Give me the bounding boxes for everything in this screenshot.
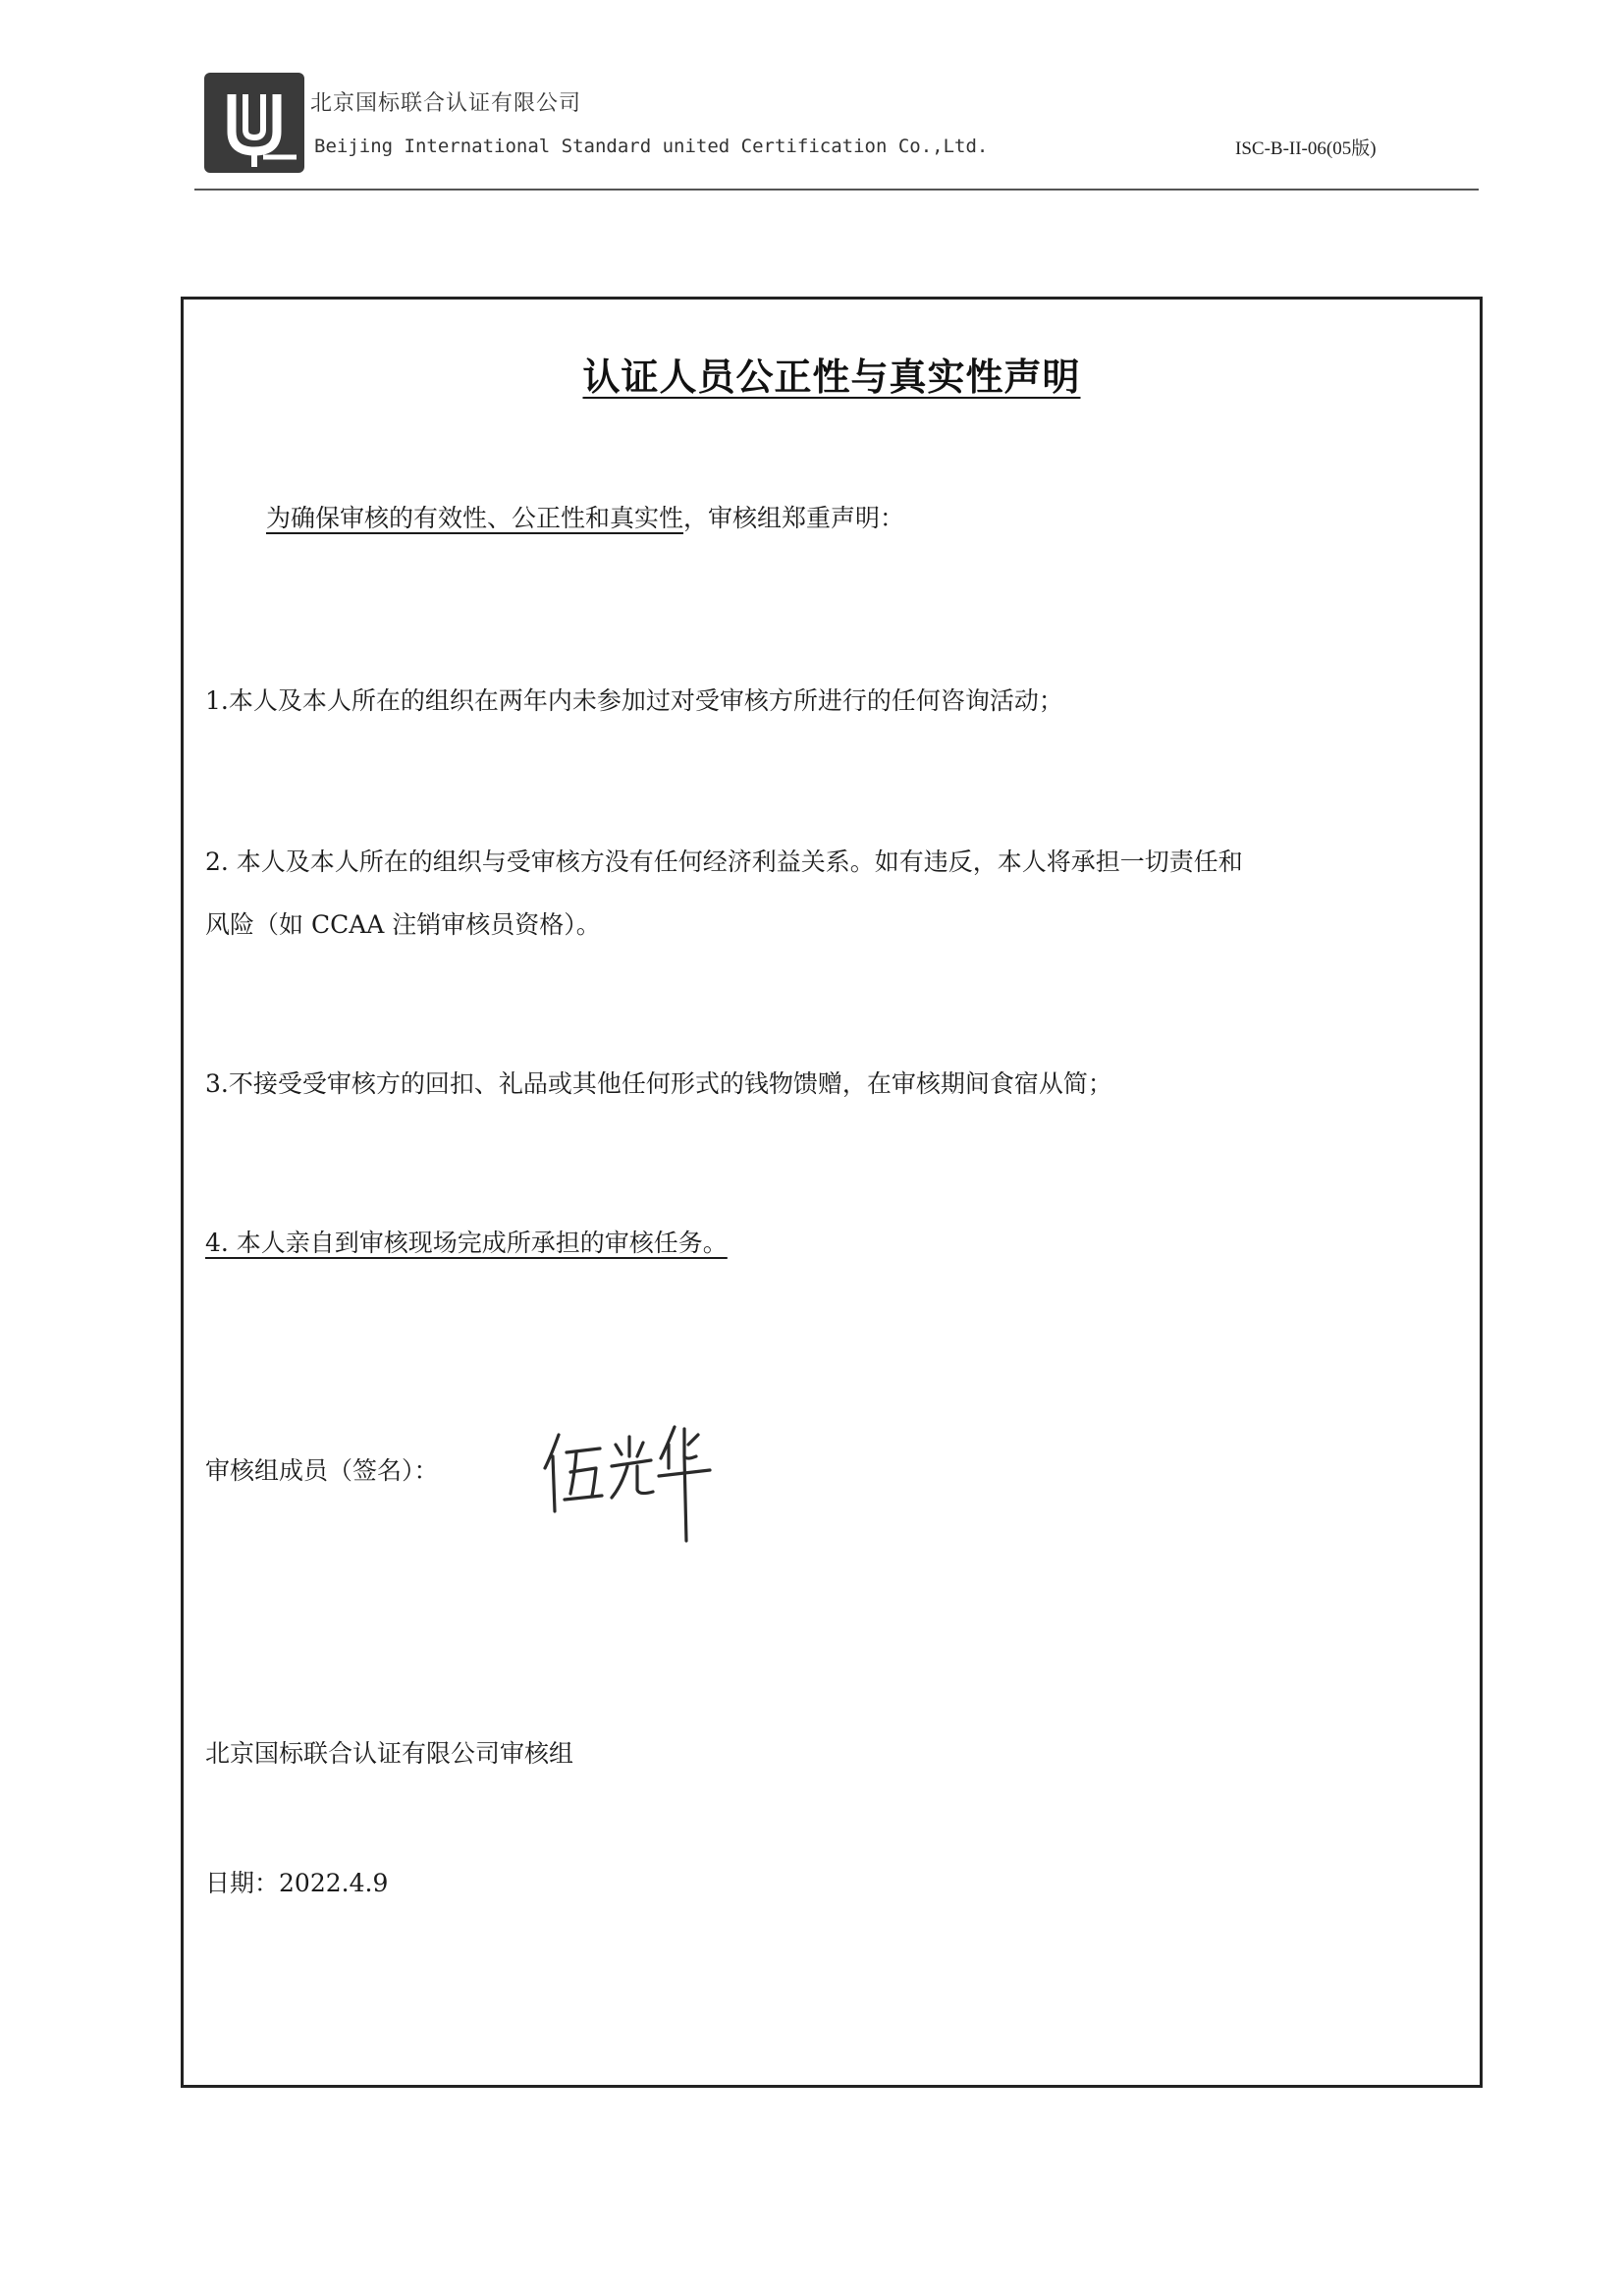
date-label: 日期： xyxy=(205,1869,280,1897)
intro-rest-text: ，审核组郑重声明： xyxy=(683,504,905,532)
signer-label: 审核组成员（签名）： xyxy=(205,1456,439,1485)
header-divider xyxy=(194,189,1479,191)
statement-frame xyxy=(181,297,1483,2088)
statement-item-4 xyxy=(205,1227,728,1260)
intro-underlined-text: 为确保审核的有效性、公正性和真实性 xyxy=(266,504,684,532)
intro-paragraph xyxy=(266,502,904,535)
handwritten-signature xyxy=(537,1417,743,1545)
statement-item-2-line-2: 风险（如 CCAA 注销审核员资格）。 xyxy=(205,910,601,939)
date-line xyxy=(205,1867,388,1900)
statement-item-4-text: 4. 本人亲自到审核现场完成所承担的审核任务。 xyxy=(205,1229,728,1257)
document-title xyxy=(184,347,1480,401)
statement-item-2-line-1: 2. 本人及本人所在的组织与受审核方没有任何经济利益关系。如有违反，本人将承担一切责任和 xyxy=(205,847,1243,876)
statement-item-3: 3.不接受受审核方的回扣、礼品或其他任何形式的钱物馈赠，在审核期间食宿从简； xyxy=(205,1069,1112,1098)
document-title-text: 认证人员公正性与真实性声明 xyxy=(582,355,1081,399)
date-value: 2022.4.9 xyxy=(279,1869,389,1897)
company-name-cn: 北京国标联合认证有限公司 xyxy=(310,91,582,116)
organization-name: 北京国标联合认证有限公司审核组 xyxy=(205,1739,574,1768)
statement-item-1: 1.本人及本人所在的组织在两年内未参加过对受审核方所进行的任何咨询活动； xyxy=(205,686,1063,715)
company-name-en: Beijing International Standard united Certification Co.,Ltd. xyxy=(314,136,989,157)
form-code: ISC-B-II-06(05版) xyxy=(1235,138,1377,159)
company-logo xyxy=(202,71,306,175)
